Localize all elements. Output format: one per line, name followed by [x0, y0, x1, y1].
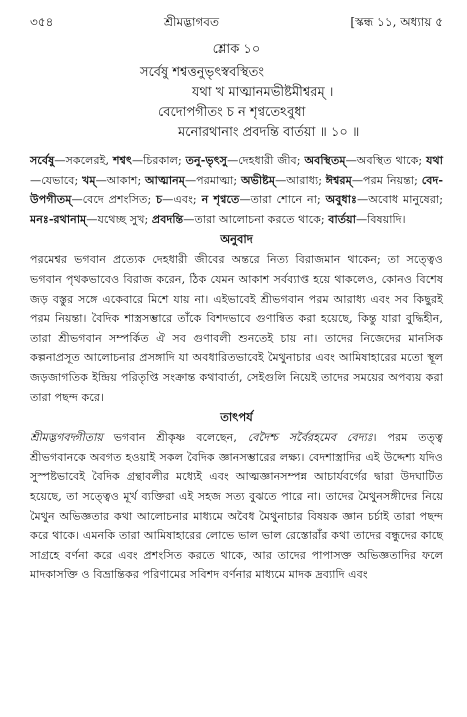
running-head: [30, 14, 443, 34]
sanskrit-term: মনঃ-রথানাম্: [30, 211, 87, 226]
purport-text: [30, 428, 443, 585]
term-meaning: —তারা আলোচনা করতে থাকে;: [183, 212, 329, 226]
verse-heading: শ্লোক ১০: [212, 42, 261, 57]
word-meanings: [30, 151, 443, 229]
sanskrit-term: প্রবদন্তি: [151, 211, 184, 226]
sanskrit-term: ঈশ্বরম্: [325, 172, 352, 187]
sanskrit-term: বেদ-উপগীতম্: [30, 172, 443, 207]
sanskrit-term: অবস্থিতম্: [304, 153, 346, 167]
translation-heading: অনুবাদ: [220, 232, 253, 247]
sanskrit-term: অবুধাঃ: [325, 192, 358, 207]
sanskrit-term: আত্মানম্: [145, 172, 185, 187]
term-meaning: —এবং;: [162, 193, 202, 207]
sanskrit-term: অভীষ্টম্: [240, 172, 276, 187]
term-meaning: —অবোধ মানুষেরা;: [357, 193, 443, 207]
purport-text-part: । পরম তত্ত্ব শ্রীভগবানকে অবগত হওয়াই সকল বৈদিক জ্ঞানসম্ভারের লক্ষ্য। বেদশাস্ত্রাদির এই উদ্দেশ্য যদিও সুস্পষ্টভাবেই বৈদিক গ্রন্থাবলীর মধ্যেই এবং আত্মজ্ঞানসম্পন্ন আচার্যবর্গের দ্বারা উদঘাটিত হয়েছে, তা সত্ত্বেও মূর্খ ব্যক্তিরা এই সহজ সত্য বুঝতে পারে না। তাদের মৈথুনসঙ্গীদের নিয়ে মৈথুন অভিজ্ঞতার কথা আলোচনার মাধ্যমে অবৈধ মৈথুনাচার বিষয়ক জ্ঞান চর্চাই তারা পছন্দ করে থাকে। এমনকি তারা আমিষাহারের লোভে ভাল ভাল রেস্তোরাঁর কথা তাদের বন্ধুদের কাছে সাগ্রহে বর্ণনা করে এবং প্রশংসিত করতে থাকে, আর তাদের পাপাসক্ত অভিজ্ঞতাদির ফলে মাদকাসক্তি ও বিভ্রান্তিকর পরিণামের সবিশদ বর্ণনার মাধ্যমে মাদক দ্রব্যাদি এবং: [30, 431, 443, 582]
term-meaning: —বিষয়াদি।: [355, 212, 406, 226]
term-meaning: —অবস্থিত থাকে;: [345, 154, 427, 167]
sanskrit-term: যথা: [426, 153, 444, 167]
term-meaning: —পরম নিয়ন্তা;: [351, 173, 422, 187]
scripture-quote: বেদৈশ্চ সর্বৈরহমেব বেদ্যঃ: [247, 431, 373, 445]
term-meaning: —সকলেরই,: [54, 154, 113, 167]
book-title: শ্রীমদ্ভাগবত: [163, 15, 219, 29]
purport-text-part: ভগবান শ্রীকৃষ্ণ বলেছেন,: [102, 431, 248, 445]
sanskrit-term: চ: [156, 192, 163, 207]
term-meaning: —বেদে প্রশংসিত;: [71, 193, 157, 207]
term-meaning: —দেহধারী জীব;: [227, 154, 305, 167]
verse-line: মনোরথানাং প্রবদন্তি বার্তয়া ॥ ১০ ॥: [178, 125, 360, 140]
term-meaning: —আকাশ;: [95, 173, 146, 187]
sanskrit-term: তনু-ভৃৎসু: [185, 153, 228, 167]
translation-text: পরমেশ্বর ভগবান প্রত্যেক দেহধারী জীবের অন্তরে নিত্য বিরাজমান থাকেন; তা সত্ত্বেও ভগবান পৃথকভাবেও বিরাজ করেন, ঠিক যেমন আকাশ সর্বব্যাপ্ত হয়ে থাকলেও, কোনও বিশেষ জড় বস্তুর সঙ্গে একেবারে মিশে যায় না। এইভাবেই শ্রীভগবান পরম আরাধ্য এবং সব কিছুরই পরম নিয়ন্তা। বৈদিক শাস্ত্রসম্ভারে তাঁকে বিশদভাবে গুণান্বিত করা হয়েছে, কিন্তু যারা বুদ্ধিহীন, তারা শ্রীভগবান সম্পর্কিত ঐ সব গুণাবলী শুনতেই চায় না। তাদের নিজেদের মানসিক কল্পনাপ্রসূত আলোচনার প্রসঙ্গাদি যা অবধারিতভাবেই মৈথুনাচার এবং আমিষাহারের মতো স্থূল জড়জাগতিক ইন্দ্রিয় পরিতৃপ্তি সংক্রান্ত কথাবার্তা, সেইগুলি নিয়েই তাদের সময়ের অপব্যয় করা তারা পছন্দ করে।: [30, 253, 443, 404]
sanskrit-term: খম্: [82, 172, 96, 187]
term-meaning: —যেভাবে;: [30, 173, 82, 187]
verse-text: [30, 63, 443, 143]
verse-line: সর্বেষু শশ্বত্তনুভৃৎস্ববস্থিতং: [140, 65, 264, 80]
term-meaning: —আরাধ্য;: [275, 173, 326, 187]
page-number: ৩৫৪: [30, 15, 54, 29]
sanskrit-term: শশ্বৎ: [112, 153, 132, 167]
term-meaning: —চিরকাল;: [131, 154, 186, 167]
term-meaning: —যথেচ্ছ সুখ;: [86, 212, 152, 226]
term-meaning: —পরমাত্মা;: [184, 173, 241, 187]
verse-line: বেদোপগীতং চ ন শৃণ্বতেঽবুধা: [158, 105, 306, 120]
sanskrit-term: ন শৃণ্বতে: [201, 192, 240, 207]
term-meaning: —তারা শোনে না;: [239, 193, 326, 207]
purport-heading: তাৎপর্য: [220, 410, 253, 425]
sanskrit-term: সর্বেষু: [30, 153, 55, 167]
chapter-reference: [স্কন্ধ ১১, অধ্যায় ৫: [350, 15, 443, 29]
verse-line: যথা খ মাত্মানমভীষ্টমীশ্বরম্ ।: [192, 85, 334, 100]
scripture-title: শ্রীমদ্ভগবদ্গীতায়: [30, 431, 103, 445]
sanskrit-term: বার্তয়া: [328, 211, 356, 226]
